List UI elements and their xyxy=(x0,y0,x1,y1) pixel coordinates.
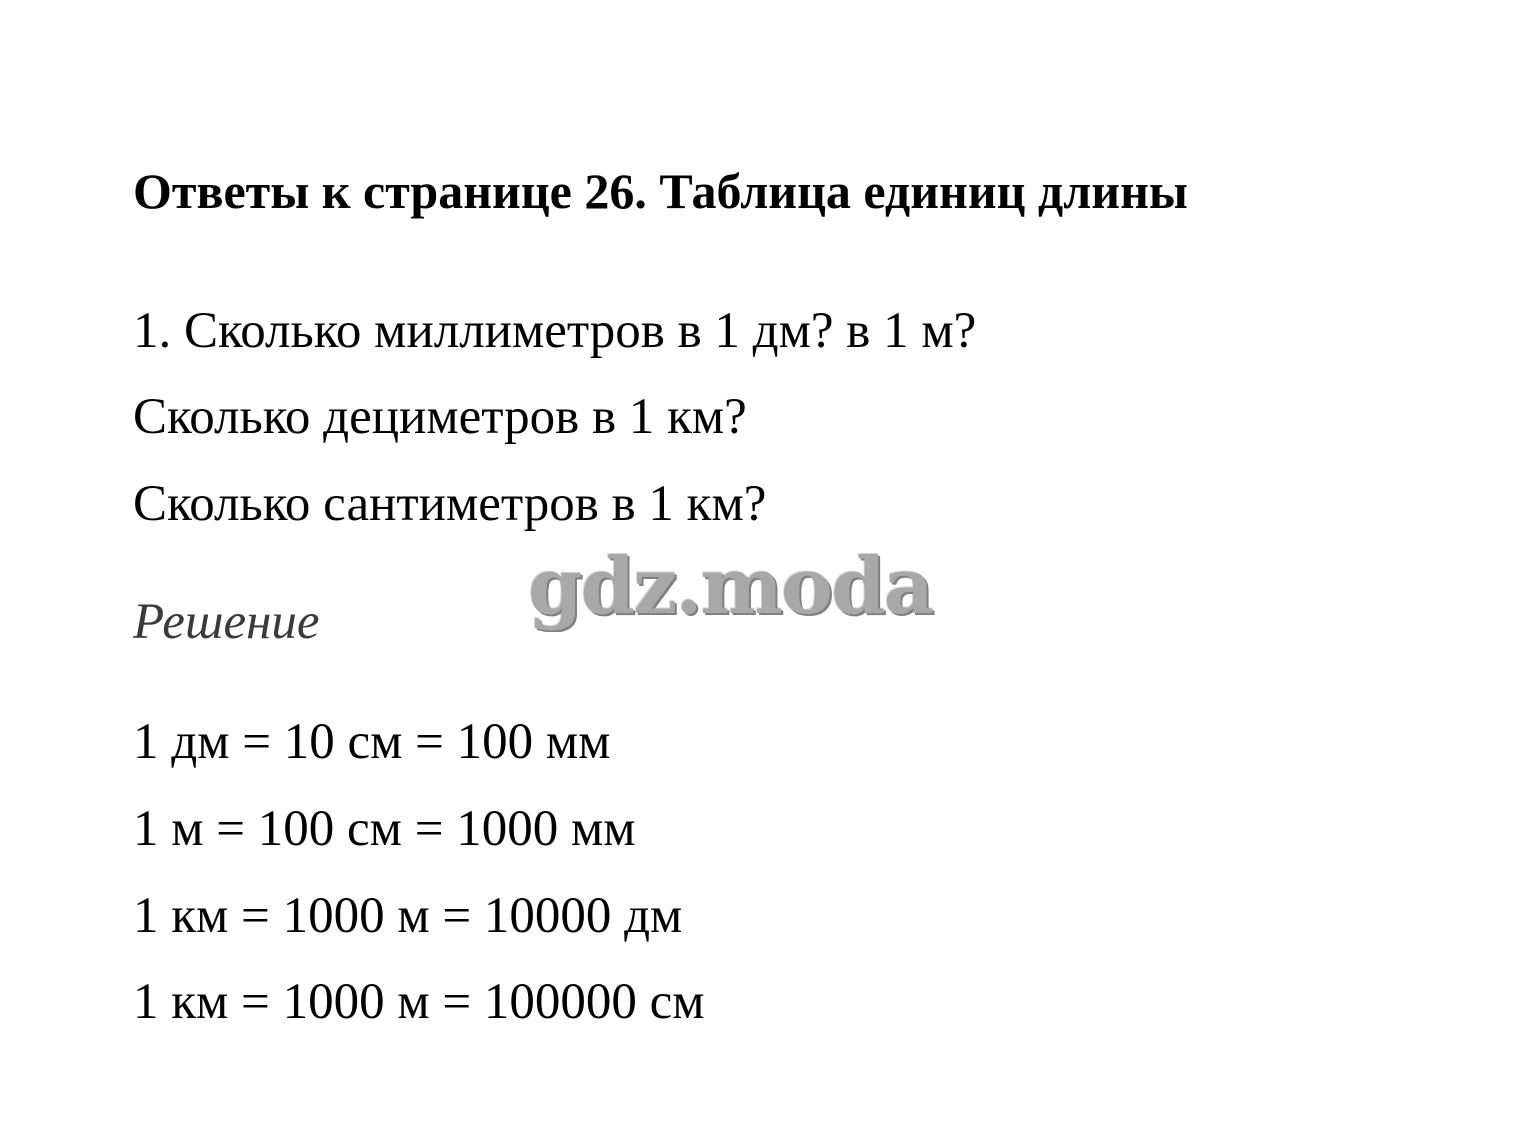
page-title: Ответы к странице 26. Таблица единиц длины xyxy=(133,163,1188,219)
question-line-3: Сколько сантиметров в 1 км? xyxy=(133,476,767,532)
answer-line-4: 1 км = 1000 м = 100000 см xyxy=(133,974,705,1030)
answer-line-2: 1 м = 100 см = 1000 мм xyxy=(133,801,636,857)
question-line-1: 1. Сколько миллиметров в 1 дм? в 1 м? xyxy=(133,303,977,359)
watermark-logo: gdz.moda xyxy=(528,541,933,632)
question-line-2: Сколько дециметров в 1 км? xyxy=(133,389,747,445)
answer-line-1: 1 дм = 10 см = 100 мм xyxy=(133,714,611,770)
answer-line-3: 1 км = 1000 м = 10000 дм xyxy=(133,888,683,944)
solution-heading: Решение xyxy=(133,594,320,650)
